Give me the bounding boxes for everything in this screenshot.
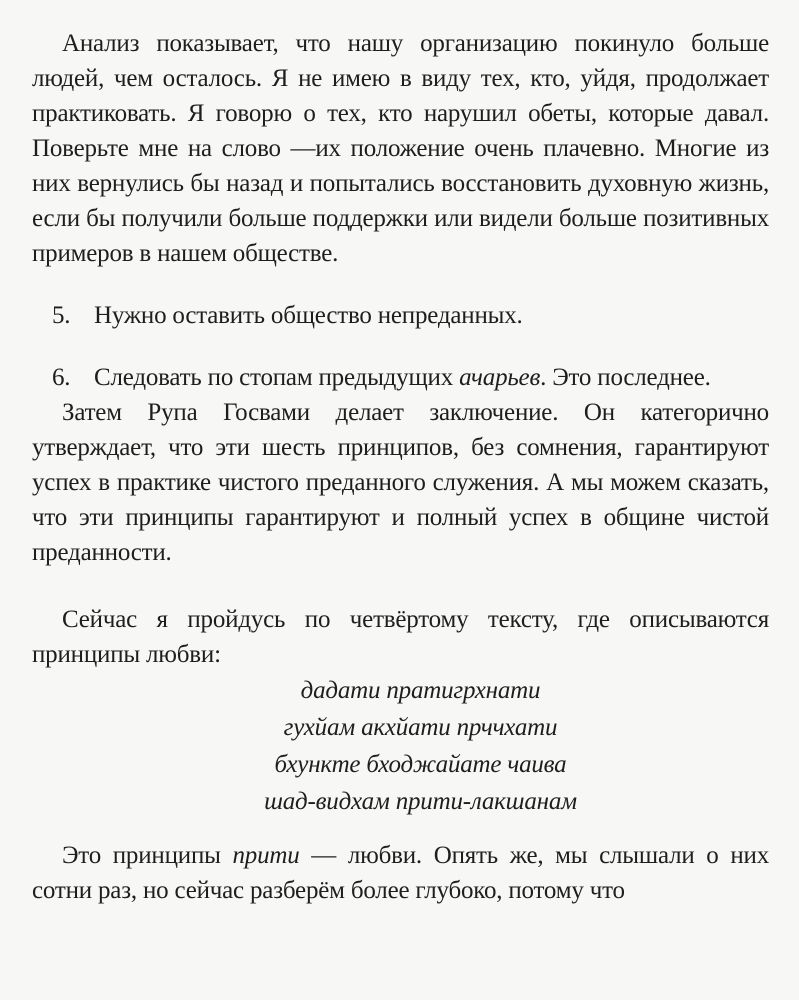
verse-line: дадати пратигрхнати bbox=[300, 677, 541, 704]
paragraph-analysis: Анализ показывает, что нашу организацию покинуло больше людей, чем осталось. Я не имею в виду тех, кто, уйдя, продолжает практиковать. Я говорю о тех, кто нарушил обеты, которые давал. Поверьте мне на слово —их положение очень плачевно. Многие из них вернулись бы назад и попытались восстановить духовную жизнь, если бы получили больше поддержки или видели больше позитивных примеров в нашем обществе. bbox=[32, 30, 769, 267]
paragraph-part: Это принципы bbox=[62, 842, 233, 869]
principles-list bbox=[32, 298, 769, 395]
paragraph-italic: прити bbox=[232, 842, 300, 869]
list-number: 5. bbox=[52, 302, 71, 329]
spacer bbox=[32, 820, 769, 838]
list-text-part: . Это последнее. bbox=[540, 364, 711, 391]
list-item-5 bbox=[32, 298, 769, 333]
paragraph-priti bbox=[32, 838, 769, 908]
list-text-italic: ачарьев bbox=[459, 364, 541, 391]
list-text: Нужно оставить общество непреданных. bbox=[94, 302, 523, 329]
paragraph-part: — любви. Опять же, мы слышали о них сотни раз, но сейчас разберём более глубоко, потому что bbox=[32, 842, 769, 904]
list-number: 6. bbox=[52, 364, 71, 391]
verse-line: гухйам акхйати прччхати bbox=[283, 714, 558, 741]
verse-block bbox=[32, 672, 769, 820]
list-text-part: Следовать по стопам предыдущих bbox=[94, 364, 460, 391]
list-item-6 bbox=[32, 360, 769, 395]
verse-line: бхункте бходжайате чаива bbox=[274, 751, 567, 778]
list-text bbox=[94, 360, 769, 395]
verse-line: шад-видхам прити-лакшанам bbox=[264, 788, 577, 815]
paragraph-fourth-text: Сейчас я пройдусь по четвёртому тексту, где описываются принципы любви: bbox=[32, 606, 769, 668]
paragraph-conclusion: Затем Рупа Госвами делает заключение. Он категорично утверждает, что эти шесть принципов, без сомнения, гарантируют успех в практике чистого преданного служения. А мы можем сказать, что эти принципы гарантируют и полный успех в общине чистой преданности. bbox=[32, 399, 769, 566]
